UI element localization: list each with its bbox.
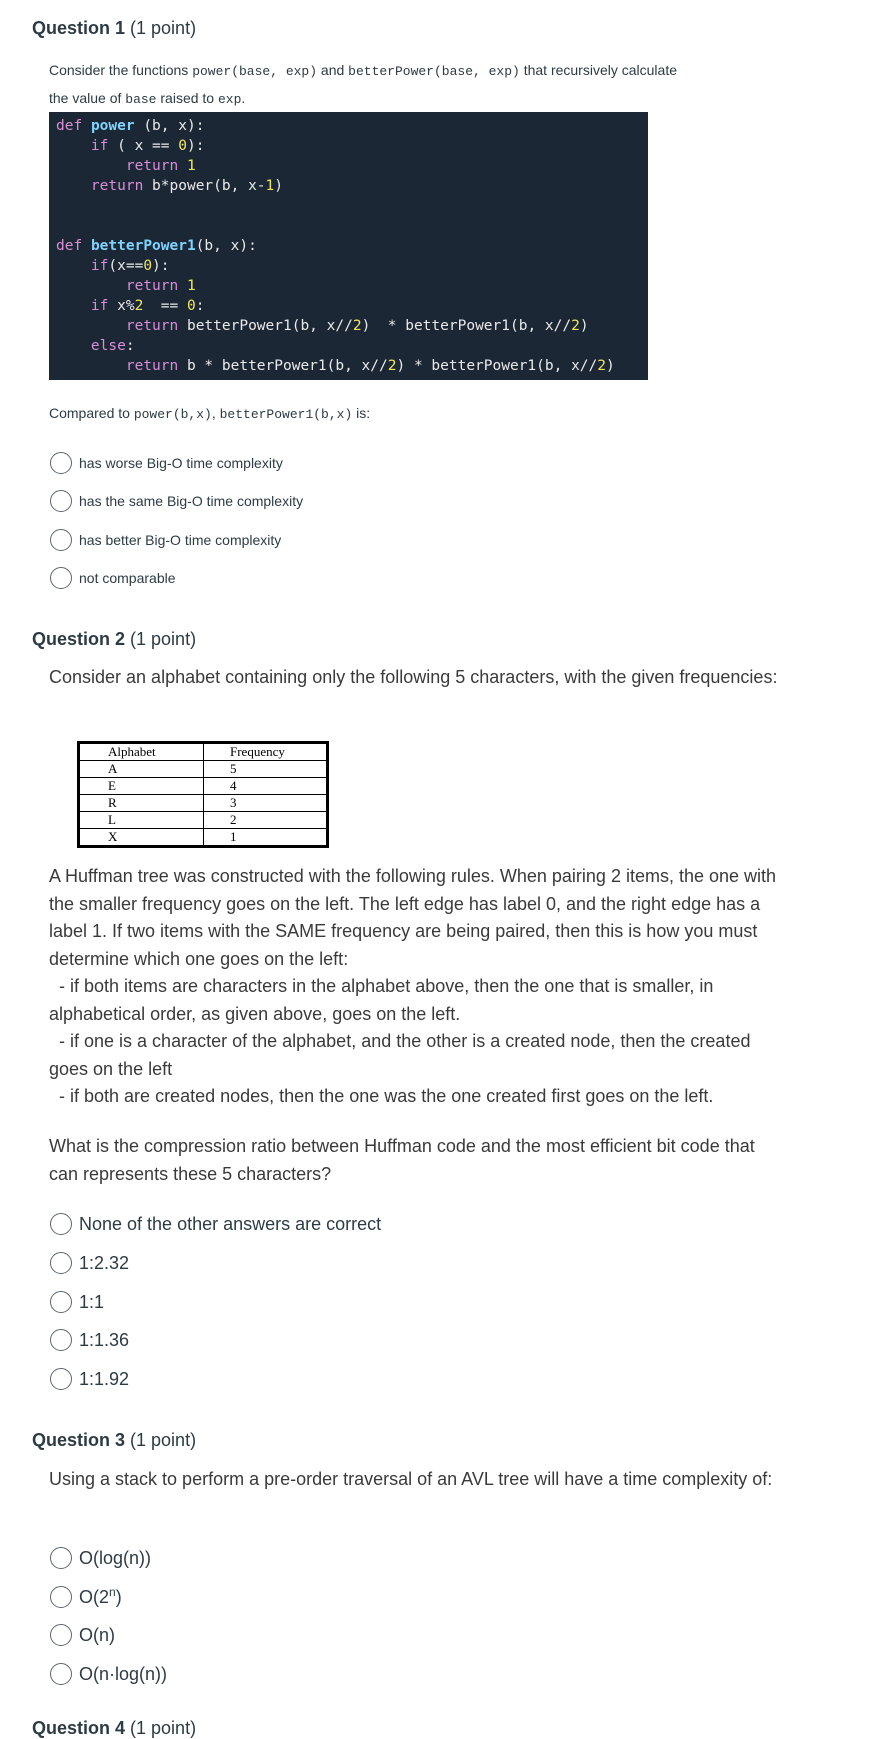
question-2-rules: [49, 863, 779, 1111]
compare-text: ,: [211, 405, 220, 421]
intro-text: that recursively calculate: [519, 62, 677, 78]
intro-text: the value of: [49, 90, 126, 106]
option-label: None of the other answers are correct: [79, 1213, 382, 1234]
table-cell: L: [79, 812, 204, 829]
q2-option-3[interactable]: [50, 1291, 104, 1313]
radio-button[interactable]: [50, 529, 72, 551]
rule-paragraph: - if both items are characters in the alphabet above, then the one that is smaller, in alphabetical order, as given above, goes on the left.: [49, 976, 719, 1024]
q1-option-same[interactable]: [50, 490, 303, 512]
option-label: has better Big-O time complexity: [79, 532, 282, 548]
radio-button[interactable]: [50, 1624, 72, 1646]
q1-option-not-comparable[interactable]: [50, 567, 176, 589]
question-1-intro: [49, 57, 677, 113]
table-row: [79, 795, 328, 812]
intro-text: raised to: [156, 90, 218, 106]
question-points: (1 point): [130, 1430, 197, 1450]
q3-option-exponential[interactable]: [50, 1585, 122, 1608]
question-points: (1 point): [130, 1718, 197, 1738]
rule-paragraph: A Huffman tree was constructed with the following rules. When pairing 2 items, the one with the smaller frequency goes on the left. The left edge has label 0, and the right edge has a label 1. If two items with the SAME frequency are being paired, then this is how you must determine which one goes on the left:: [49, 866, 777, 969]
table-cell: X: [79, 829, 204, 847]
radio-button[interactable]: [50, 1252, 72, 1274]
table-header-row: [79, 743, 328, 761]
frequency-table: [77, 741, 329, 848]
q2-option-5[interactable]: [50, 1368, 129, 1390]
table-cell: 1: [204, 829, 328, 847]
question-title-label: Question 1: [32, 18, 126, 38]
q3-option-n[interactable]: [50, 1624, 115, 1646]
compare-text: Compared to: [49, 405, 134, 421]
question-points: (1 point): [130, 629, 197, 649]
radio-button[interactable]: [50, 1368, 72, 1390]
question-3-title: [32, 1430, 196, 1451]
question-3-intro: Using a stack to perform a pre-order traversal of an AVL tree will have a time complexity of:: [49, 1469, 773, 1489]
table-cell: R: [79, 795, 204, 812]
table-cell: E: [79, 778, 204, 795]
question-4-title: [32, 1718, 196, 1739]
option-label: 1:2.32: [79, 1252, 130, 1273]
inline-code: betterPower(base, exp): [348, 64, 520, 79]
question-1-title: [32, 18, 196, 39]
q2-option-2[interactable]: [50, 1252, 129, 1274]
table-cell: 4: [204, 778, 328, 795]
question-points: (1 point): [130, 18, 197, 38]
q1-option-better[interactable]: [50, 529, 281, 551]
table-row: [79, 829, 328, 847]
intro-text: and: [317, 62, 349, 78]
inline-code: power(base, exp): [192, 64, 318, 79]
table-cell: A: [79, 761, 204, 778]
option-label: O(n): [79, 1624, 115, 1645]
option-text-suffix: ): [115, 1587, 122, 1607]
radio-button[interactable]: [50, 1291, 72, 1313]
table-cell: 3: [204, 795, 328, 812]
option-superscript: n: [109, 1585, 116, 1599]
option-label: has the same Big-O time complexity: [79, 493, 304, 509]
q1-option-worse[interactable]: [50, 452, 283, 474]
question-title-label: Question 2: [32, 629, 126, 649]
inline-code: power(b,x): [133, 407, 212, 422]
radio-button[interactable]: [50, 1329, 72, 1351]
option-label: 1:1.92: [79, 1368, 130, 1389]
rule-paragraph: - if both are created nodes, then the one was the one created first goes on the left.: [49, 1086, 714, 1106]
inline-code: exp: [217, 92, 242, 107]
q2-option-none[interactable]: [50, 1213, 381, 1235]
radio-button[interactable]: [50, 1547, 72, 1569]
rule-paragraph: - if one is a character of the alphabet, and the other is a created node, then the created goes on the left: [49, 1031, 756, 1079]
radio-button[interactable]: [50, 1586, 72, 1608]
radio-button[interactable]: [50, 452, 72, 474]
option-label: 1:1.36: [79, 1329, 130, 1350]
inline-code: betterPower1(b,x): [219, 407, 353, 422]
table-cell: 2: [204, 812, 328, 829]
table-row: [79, 812, 328, 829]
question-title-label: Question 4: [32, 1718, 126, 1738]
option-label: 1:1: [79, 1291, 105, 1312]
intro-text: Consider the functions: [49, 62, 193, 78]
question-1-compare: [49, 400, 370, 428]
code-block: def power (b, x): if ( x == 0): return 1 return b*power(b, x-1) def betterPower1(b, x): if(x==0): return 1 if x%2 == 0: return betterPower1(b, x//2) * betterPower1(b, x//2) else: return b * betterPower1(b, x//2) * betterPower1(b, x//2): [49, 112, 648, 380]
q3-option-log-n[interactable]: [50, 1547, 151, 1569]
option-label: not comparable: [79, 570, 176, 586]
column-header: Frequency: [204, 743, 328, 761]
option-label: [79, 1585, 122, 1608]
option-label: O(n·log(n)): [79, 1663, 168, 1684]
question-title-label: Question 3: [32, 1430, 126, 1450]
question-2-title: [32, 629, 196, 650]
table-row: [79, 778, 328, 795]
radio-button[interactable]: [50, 1663, 72, 1685]
radio-button[interactable]: [50, 490, 72, 512]
table-cell: 5: [204, 761, 328, 778]
compare-text: is:: [352, 405, 371, 421]
column-header: Alphabet: [79, 743, 204, 761]
radio-button[interactable]: [50, 567, 72, 589]
inline-code: base: [125, 92, 157, 107]
question-2-intro: Consider an alphabet containing only the following 5 characters, with the given frequencies:: [49, 667, 778, 687]
table-row: [79, 761, 328, 778]
option-label: O(log(n)): [79, 1547, 152, 1568]
q3-option-n-log-n[interactable]: [50, 1663, 167, 1685]
option-text: O(2: [79, 1587, 110, 1607]
q2-option-4[interactable]: [50, 1329, 129, 1351]
question-2-prompt: What is the compression ratio between Huffman code and the most efficient bit code that can represents these 5 characters?: [49, 1136, 755, 1184]
intro-text: .: [241, 90, 246, 106]
option-label: has worse Big-O time complexity: [79, 455, 283, 471]
radio-button[interactable]: [50, 1213, 72, 1235]
